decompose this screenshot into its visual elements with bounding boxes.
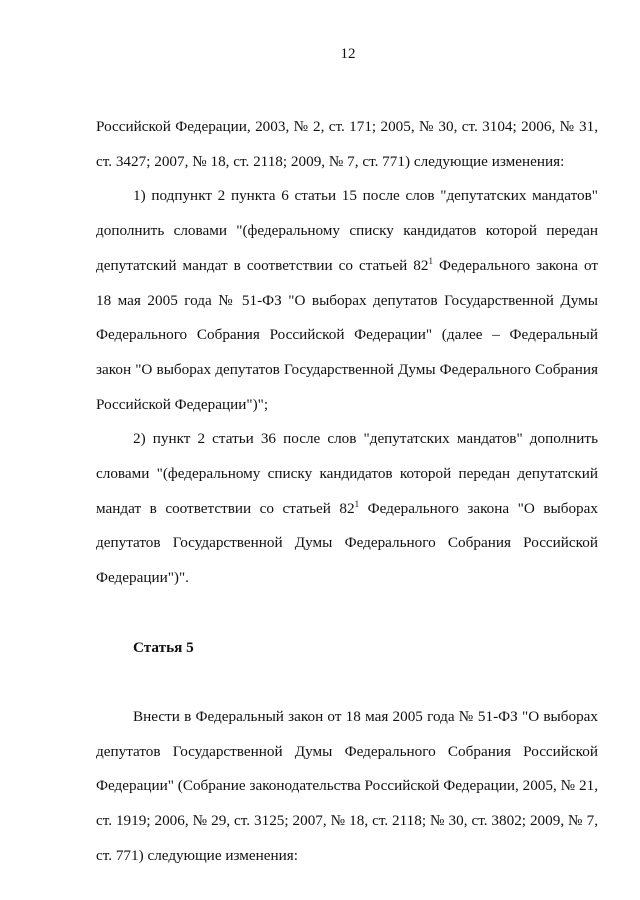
intro-paragraph [96, 110, 598, 179]
text-segment: Федерального закона "О выборах [359, 499, 598, 517]
text-line: ст. 3427; 2007, № 18, ст. 2118; 2009, № 7, ст. 771) следующие изменения: [96, 152, 565, 170]
text-line: Внести в Федеральный закон от 18 мая 2005 года № 51-ФЗ "О выборах [133, 707, 598, 725]
text-line-with-superscript [96, 492, 598, 527]
text-segment: мандат в соответствии со статьей 82 [96, 499, 355, 517]
text-line: дополнить словами "(федеральному списку кандидатов которой передан [96, 222, 598, 240]
superscript: 1 [428, 255, 433, 266]
text-line-with-superscript [96, 249, 598, 284]
superscript: 1 [354, 498, 360, 509]
text-line: Федерального Собрания Российской Федерации" (далее – Федеральный [96, 326, 598, 344]
text-line: 2) пункт 2 статьи 36 после слов "депутатских мандатов" дополнить [133, 430, 598, 448]
text-line: словами "(федеральному списку кандидатов которой передан депутатский [96, 465, 598, 483]
document-body [96, 110, 598, 873]
article-5-paragraph [96, 700, 598, 874]
article-heading: Статья 5 [133, 638, 194, 656]
text-line: ст. 771) следующие изменения: [96, 846, 298, 864]
paragraph-spacer [96, 665, 598, 700]
text-line: Российской Федерации")"; [96, 395, 269, 413]
text-segment: Федерального закона от [433, 256, 598, 274]
paragraph-spacer [96, 596, 598, 631]
text-line: закон "О выборах депутатов Государственной Думы Федерального Собрания [96, 360, 598, 378]
text-line: ст. 1919; 2006, № 29, ст. 3125; 2007, № 18, ст. 2118; № 30, ст. 3802; 2009, № 7, [96, 812, 598, 830]
amendment-item-2 [96, 422, 598, 596]
text-line: 1) подпункт 2 пункта 6 статьи 15 после слов "депутатских мандатов" [133, 187, 598, 205]
text-line: Российской Федерации, 2003, № 2, ст. 171; 2005, № 30, ст. 3104; 2006, № 31, [96, 118, 598, 135]
page-number: 12 [340, 46, 356, 62]
text-line: 18 мая 2005 года № 51-ФЗ "О выборах депутатов Государственной Думы [96, 291, 598, 309]
text-line: депутатов Государственной Думы Федерального Собрания Российской [96, 742, 598, 760]
text-segment: депутатский мандат в соответствии со статьей 82 [96, 256, 429, 274]
text-line: Федерации")". [96, 569, 189, 587]
text-line: депутатов Государственной Думы Федерального Собрания Российской [96, 534, 598, 552]
amendment-item-1 [96, 179, 598, 422]
text-line: Федерации" (Собрание законодательства Российской Федерации, 2005, № 21, [96, 777, 598, 795]
